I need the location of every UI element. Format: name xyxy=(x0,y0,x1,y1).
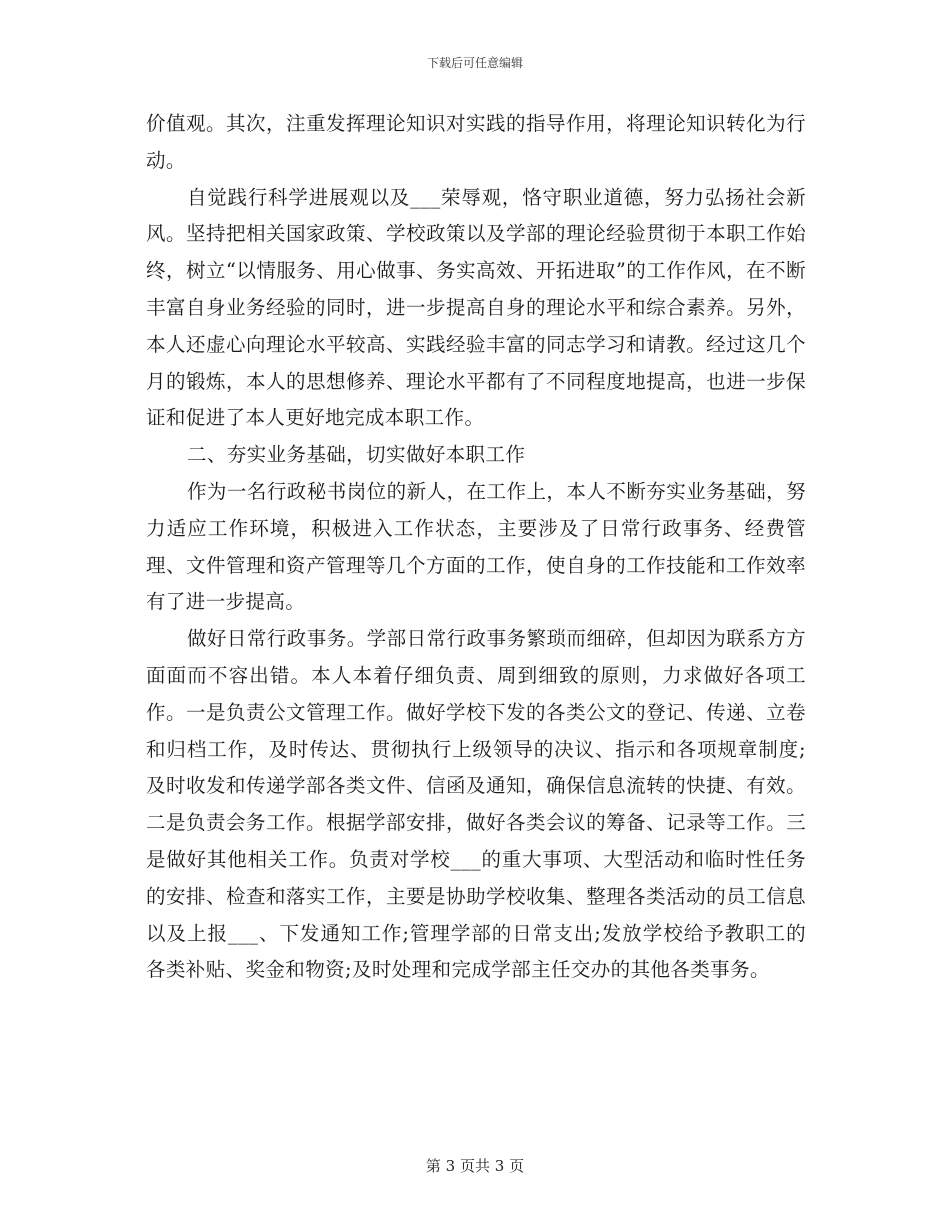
paragraph: 作为一名行政秘书岗位的新人，在工作上，本人不断夯实业务基础，努力适应工作环境，积极进入工作状态，主要涉及了日常行政事务、经费管理、文件管理和资产管理等几个方面的工作，使自身的工作技能和工作效率有了进一步提高。 xyxy=(146,479,806,614)
document-body xyxy=(146,106,806,989)
paragraph: 做好日常行政事务。学部日常行政事务繁琐而细碎，但却因为联系方方面面而不容出错。本人本着仔细负责、周到细致的原则，力求做好各项工作。一是负责公文管理工作。做好学校下发的各类公文的登记、传递、立卷和归档工作，及时传达、贯彻执行上级领导的决议、指示和各项规章制度;及时收发和传递学部各类文件、信函及通知，确保信息流转的快捷、有效。二是负责会务工作。根据学部安排，做好各类会议的筹备、记录等工作。三是做好其他相关工作。负责对学校___的重大事项、大型活动和临时性任务的安排、检查和落实工作，主要是协助学校收集、整理各类活动的员工信息以及上报___、下发通知工作;管理学部的日常支出;发放学校给予教职工的各类补贴、奖金和物资;及时处理和完成学部主任交办的其他各类事务。 xyxy=(146,627,806,982)
paragraph: 价值观。其次，注重发挥理论知识对实践的指导作用，将理论知识转化为行动。 xyxy=(146,112,806,172)
section-heading: 二、夯实业务基础，切实做好本职工作 xyxy=(186,443,526,467)
page-number: 第 3 页共 3 页 xyxy=(425,1157,525,1175)
paragraph: 自觉践行科学进展观以及___荣辱观，恪守职业道德，努力弘扬社会新风。坚持把相关国家政策、学校政策以及学部的理论经验贯彻于本职工作始终，树立“以情服务、用心做事、务实高效、开拓进取”的工作作风，在不断丰富自身业务经验的同时，进一步提高自身的理论水平和综合素养。另外，本人还虚心向理论水平较高、实践经验丰富的同志学习和请教。经过这几个月的锻炼，本人的思想修养、理论水平都有了不同程度地提高，也进一步保证和促进了本人更好地完成本职工作。 xyxy=(146,185,806,430)
page-header-note: 下载后可任意编辑 xyxy=(426,56,523,70)
